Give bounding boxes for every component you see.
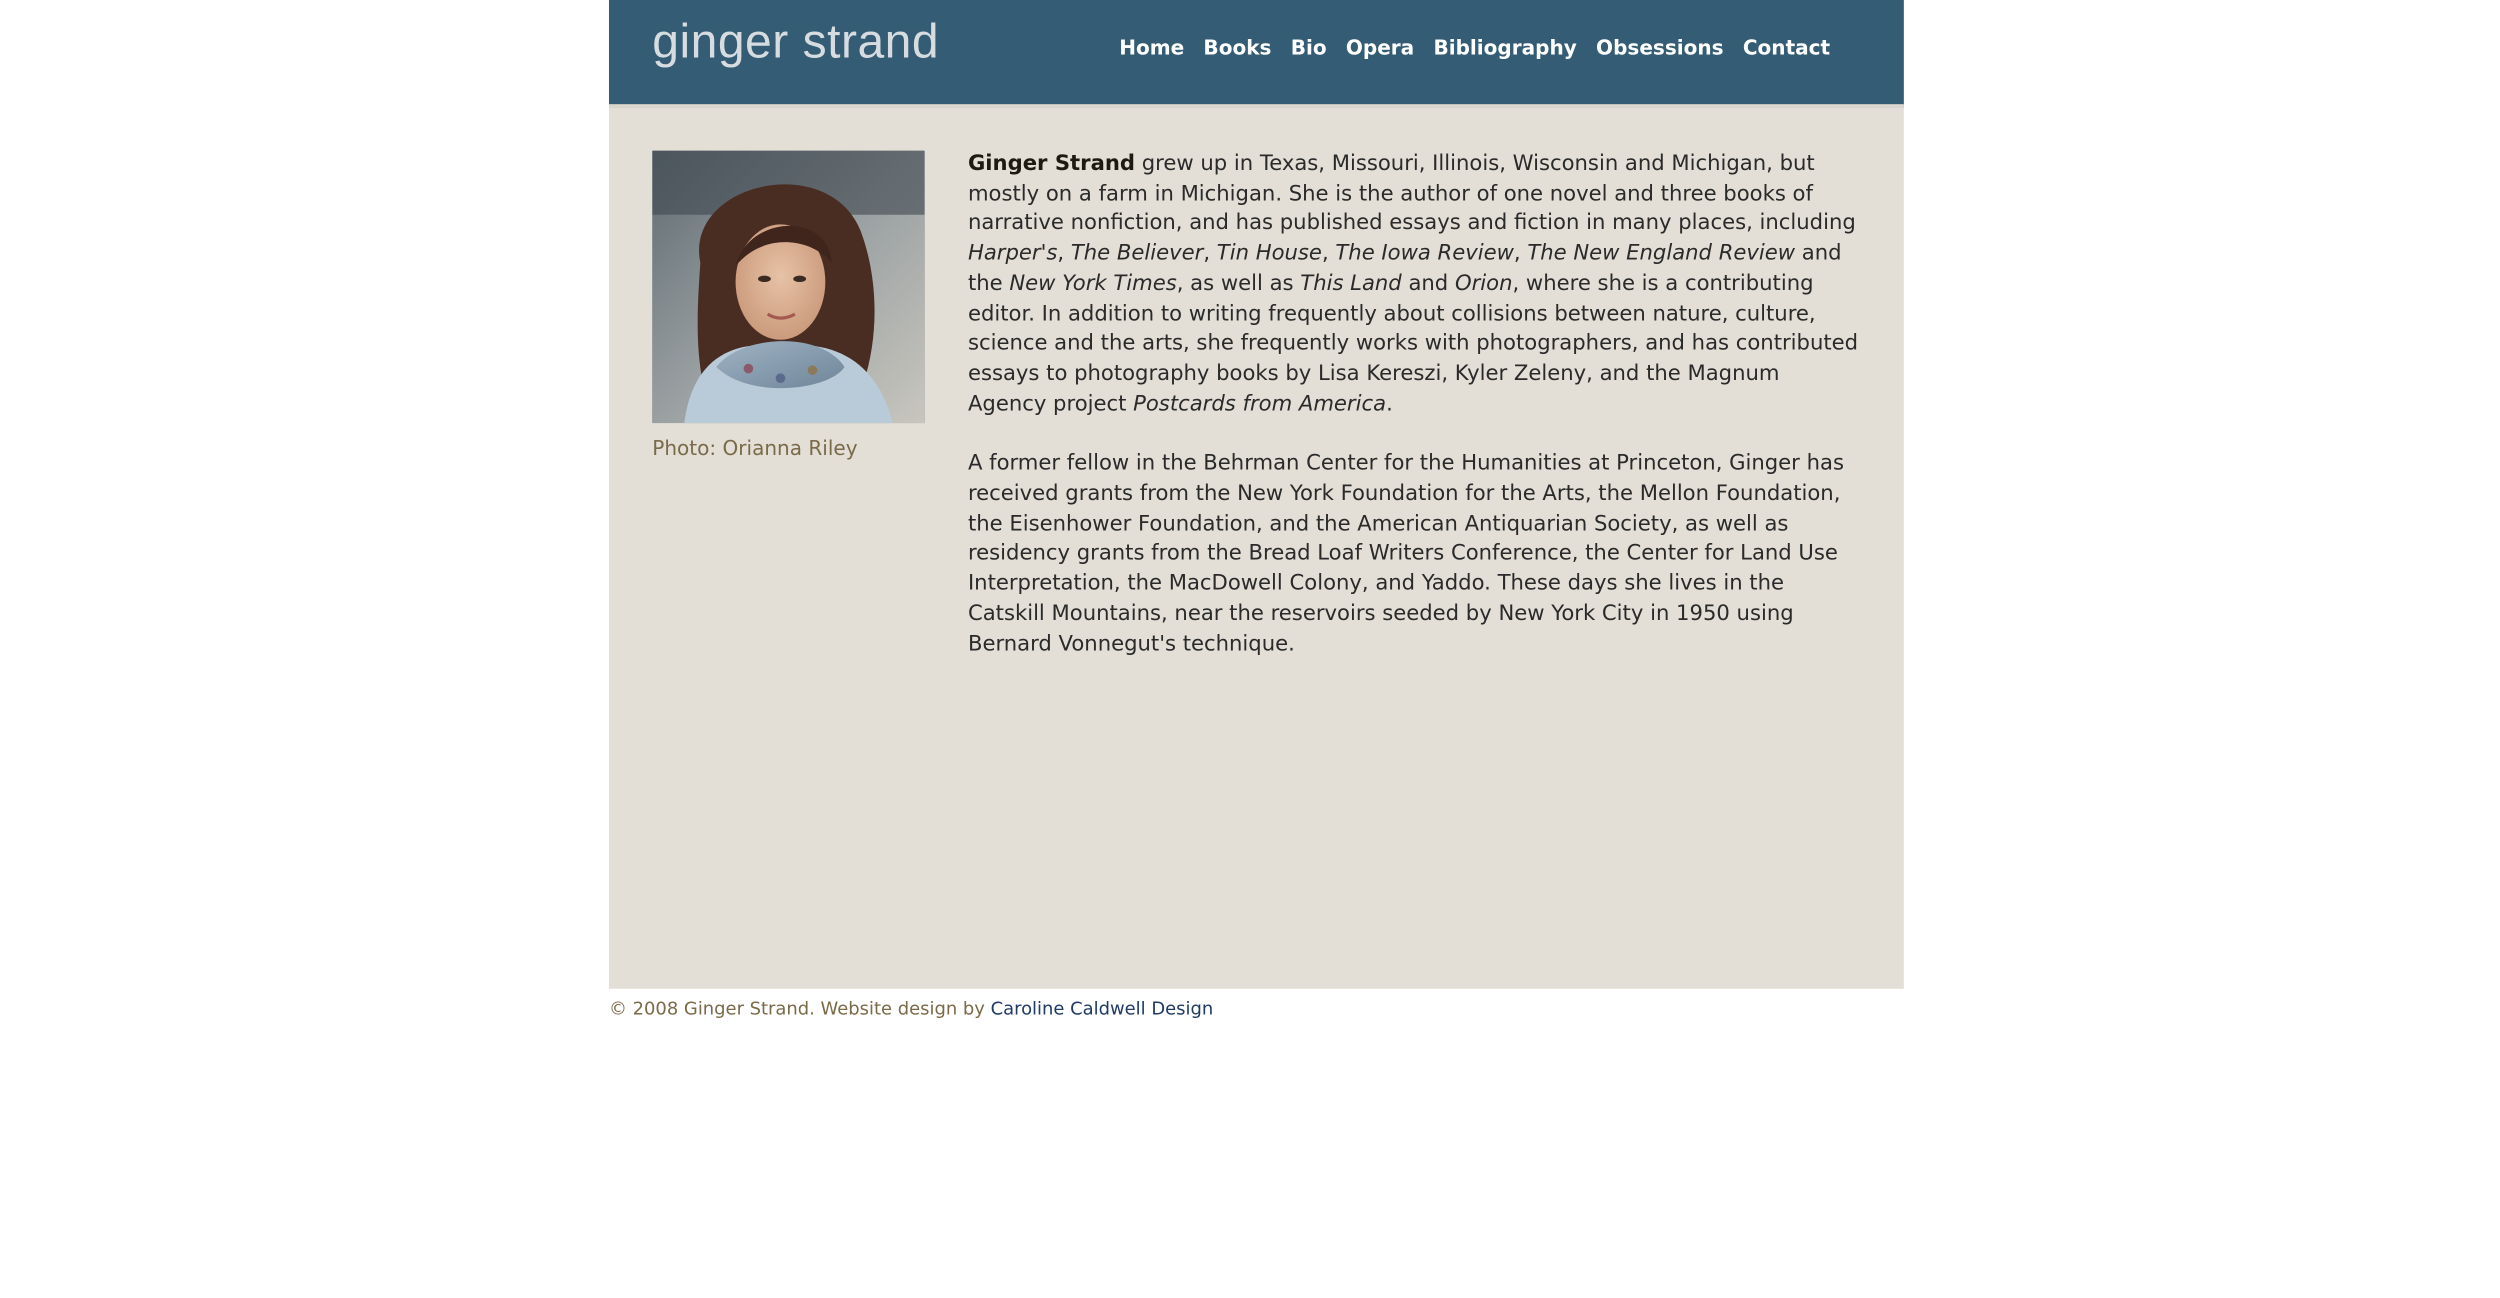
bio-text-span: , where she is a contributing editor. In addition to writing frequently about collisions between nature, culture, science and the arts, she frequently works with photographers, and has contributed essays to photography books by Lisa Kereszi, Kyler Zeleny, and the Magnum Agency project — [967, 272, 1859, 417]
bio-text-span: , — [1513, 242, 1528, 267]
bio-text-span: and the — [967, 242, 1842, 297]
main-content — [609, 107, 1904, 988]
site-header — [609, 0, 1904, 107]
nav-bio[interactable]: Bio — [1290, 35, 1327, 60]
publication-title: Harper's — [967, 242, 1058, 267]
publication-title: Orion — [1454, 272, 1513, 297]
bio-text-span: . — [1386, 392, 1393, 417]
author-name: Ginger Strand — [967, 152, 1136, 177]
author-photo — [652, 151, 924, 423]
bio-text — [968, 151, 1859, 691]
bio-text-span: grew up in Texas, Missouri, Illinois, Wisconsin and Michigan, but mostly on a farm in Michigan. She is the author of one novel and three books of narrative nonfiction, and has published essays and fiction in many places, including — [967, 152, 1856, 237]
nav-obsessions[interactable]: Obsessions — [1596, 35, 1724, 60]
publication-title: The Believer — [1070, 242, 1204, 267]
publication-title: This Land — [1300, 272, 1402, 297]
nav-books[interactable]: Books — [1203, 35, 1272, 60]
nav-opera[interactable]: Opera — [1345, 35, 1415, 60]
site-footer — [609, 998, 1213, 1019]
publication-title: The New England Review — [1527, 242, 1796, 267]
author-portrait-image — [652, 151, 924, 423]
site-container — [609, 0, 1904, 989]
bio-text-span: , — [1203, 242, 1217, 267]
bio-text-span: , — [1321, 242, 1336, 267]
bio-paragraph-2: A former fellow in the Behrman Center for the Humanities at Princeton, Ginger has received grants from the New York Foundation for the Arts, the Mellon Foundation, the Eisenhower Foundation, and the American Antiquarian Society, as well as residency grants from the Bread Loaf Writers Conference, the Center for Land Use Interpretation, the MacDowell Colony, and Yaddo. These days she lives in the Catskill Mountains, near the reservoirs seeded by New York City in 1950 using Bernard Vonnegut's technique. — [967, 452, 1844, 657]
publication-title: New York Times — [1009, 272, 1177, 297]
nav-bibliography[interactable]: Bibliography — [1433, 35, 1577, 60]
bio-paragraph-1 — [968, 151, 1859, 421]
copyright-text: © 2008 Ginger Strand. Website design by — [608, 998, 991, 1020]
nav-home[interactable]: Home — [1119, 35, 1185, 60]
main-nav — [1119, 35, 1830, 59]
publication-title: Postcards from America — [1133, 392, 1387, 417]
publication-title: Tin House — [1216, 242, 1322, 267]
photo-caption: Photo: Orianna Riley — [652, 435, 858, 460]
site-logo[interactable]: ginger strand — [652, 16, 940, 69]
nav-contact[interactable]: Contact — [1742, 35, 1831, 60]
bio-text-span: , — [1057, 242, 1071, 267]
bio-text-span: and — [1401, 272, 1455, 297]
publication-title: The Iowa Review — [1335, 242, 1514, 267]
designer-link[interactable]: Caroline Caldwell Design — [990, 998, 1214, 1020]
bio-text-span: , as well as — [1176, 272, 1301, 297]
